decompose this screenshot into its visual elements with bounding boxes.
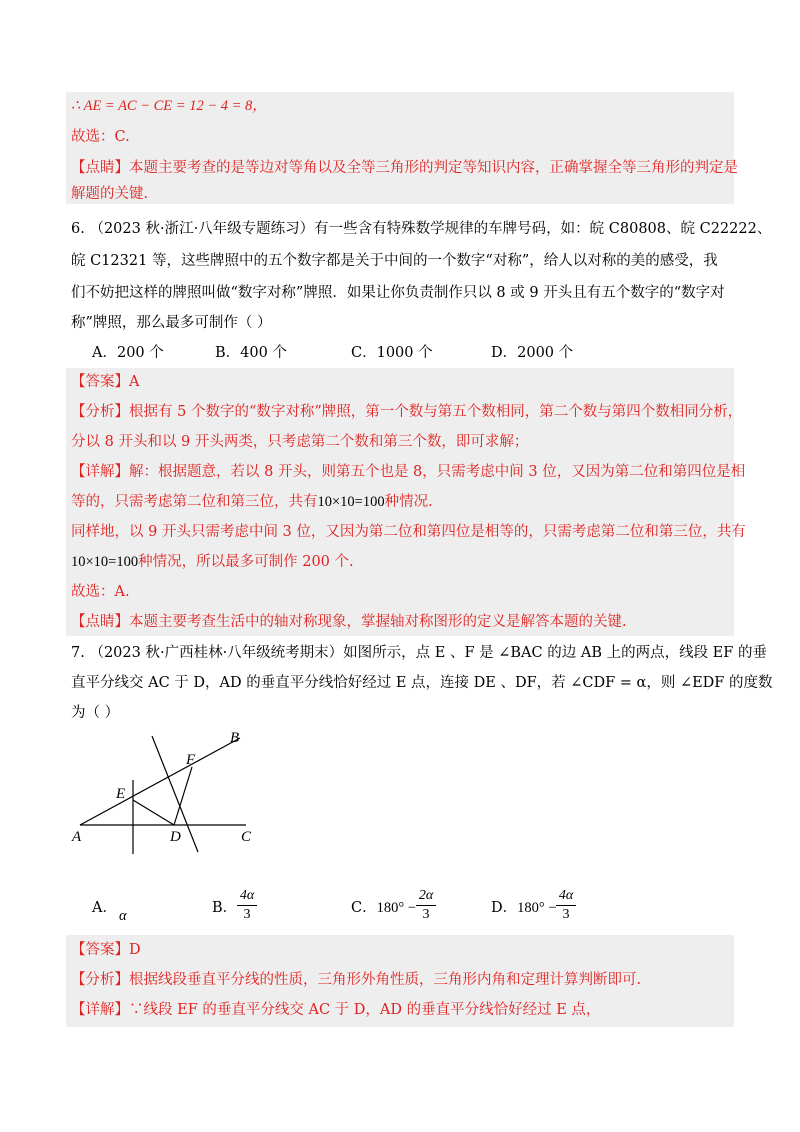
- q7-option-a-value: α: [119, 908, 127, 924]
- q6-answer: 【答案】A: [71, 374, 140, 390]
- label-c: C: [241, 829, 252, 845]
- label-f: F: [186, 752, 196, 768]
- q7-stem-3: 为（ ）: [71, 705, 120, 721]
- q6-option-c: C．1000 个: [351, 345, 433, 361]
- q6-option-b: B．400 个: [215, 345, 287, 361]
- q7-answer: 【答案】D: [71, 942, 141, 958]
- q7-stem-2: 直平分线交 AC 于 D，AD 的垂直平分线恰好经过 E 点，连接 DE 、DF，若 ∠CDF = α，则 ∠EDF 的度数: [71, 675, 773, 691]
- comment-line-2: 解题的关键.: [71, 186, 149, 202]
- segment-df: [174, 767, 192, 825]
- q7-detail: 【详解】∵线段 EF 的垂直平分线交 AC 于 D，AD 的垂直平分线恰好经过 E 点，: [71, 1002, 601, 1018]
- q6-detail-4: 10×10=100种情况，所以最多可制作 200 个.: [71, 554, 354, 570]
- q7-analysis: 【分析】根据线段垂直平分线的性质，三角形外角性质，三角形内角和定理计算判断即可.: [71, 972, 642, 988]
- q7-option-c-fraction: 2α 3: [416, 888, 436, 923]
- q6-analysis-1: 【分析】根据有 5 个数字的“数字对称”牌照，第一个数与第五个数相同，第二个数与第四个数相同分析，: [71, 404, 743, 420]
- q6-stem-1: 6. （2023 秋·浙江·八年级专题练习）有一些含有特殊数学规律的车牌号码，如：皖 C80808、皖 C22222、: [71, 221, 772, 237]
- q6-choose: 故选：A.: [71, 584, 130, 600]
- q6-option-d: D．2000 个: [491, 345, 574, 361]
- q6-stem-3: 们不妨把这样的牌照叫做“数字对称”牌照．如果让你负责制作只以 8 或 9 开头且有五个数字的“数字对: [71, 285, 725, 301]
- q7-stem-1: 7. （2023 秋·广西桂林·八年级统考期末）如图所示，点 E 、F 是 ∠BAC 的边 AB 上的两点，线段 EF 的垂: [71, 645, 767, 661]
- label-e: E: [116, 786, 126, 802]
- line-ab: [80, 738, 240, 825]
- q7-option-d-fraction: 4α 3: [556, 888, 576, 923]
- formula-line: ∴ AE = AC − CE = 12 − 4 = 8，: [71, 98, 267, 114]
- q7-option-a: A．: [92, 900, 117, 916]
- q7-option-b: B．: [212, 900, 238, 916]
- q7-option-d: D．180° −: [491, 900, 557, 916]
- comment-line-1: 【点睛】本题主要考查的是等边对等角以及全等三角形的判定等知识内容，正确掌握全等三角形的判定是: [71, 160, 738, 176]
- label-a: A: [72, 829, 82, 845]
- q6-analysis-2: 分以 8 开头和以 9 开头两类，只考虑第二个数和第三个数，即可求解；: [71, 434, 529, 450]
- segment-de: [133, 800, 174, 825]
- choose-line-1: 故选：C.: [71, 129, 130, 145]
- q7-option-c: C．180° −: [351, 900, 416, 916]
- q6-stem-4: 称”牌照，那么最多可制作（ ）: [71, 315, 272, 331]
- q6-stem-2: 皖 C12321 等，这些牌照中的五个数字都是关于中间的一个数字“对称”，给人以对称的美的感受，我: [71, 253, 718, 269]
- q6-detail-2: 等的，只需考虑第二位和第三位，共有10×10=100种情况.: [71, 494, 433, 510]
- label-b: B: [230, 730, 240, 746]
- geometry-figure: [70, 728, 270, 858]
- q6-detail-3: 同样地，以 9 开头只需考虑中间 3 位，又因为第二位和第四位是相等的，只需考虑第二位和第三位，共有: [71, 524, 746, 540]
- q6-detail-1: 【详解】解：根据题意，若以 8 开头，则第五个也是 8，只需考虑中间 3 位，又因为第二位和第四位是相: [71, 464, 746, 480]
- q7-option-b-fraction: 4α 3: [237, 888, 257, 923]
- comment-tag: 【点睛】: [71, 160, 129, 176]
- q6-option-a: A．200 个: [92, 345, 164, 361]
- q6-comment: 【点睛】本题主要考查生活中的轴对称现象，掌握轴对称图形的定义是解答本题的关键.: [71, 614, 627, 630]
- label-d: D: [170, 829, 181, 845]
